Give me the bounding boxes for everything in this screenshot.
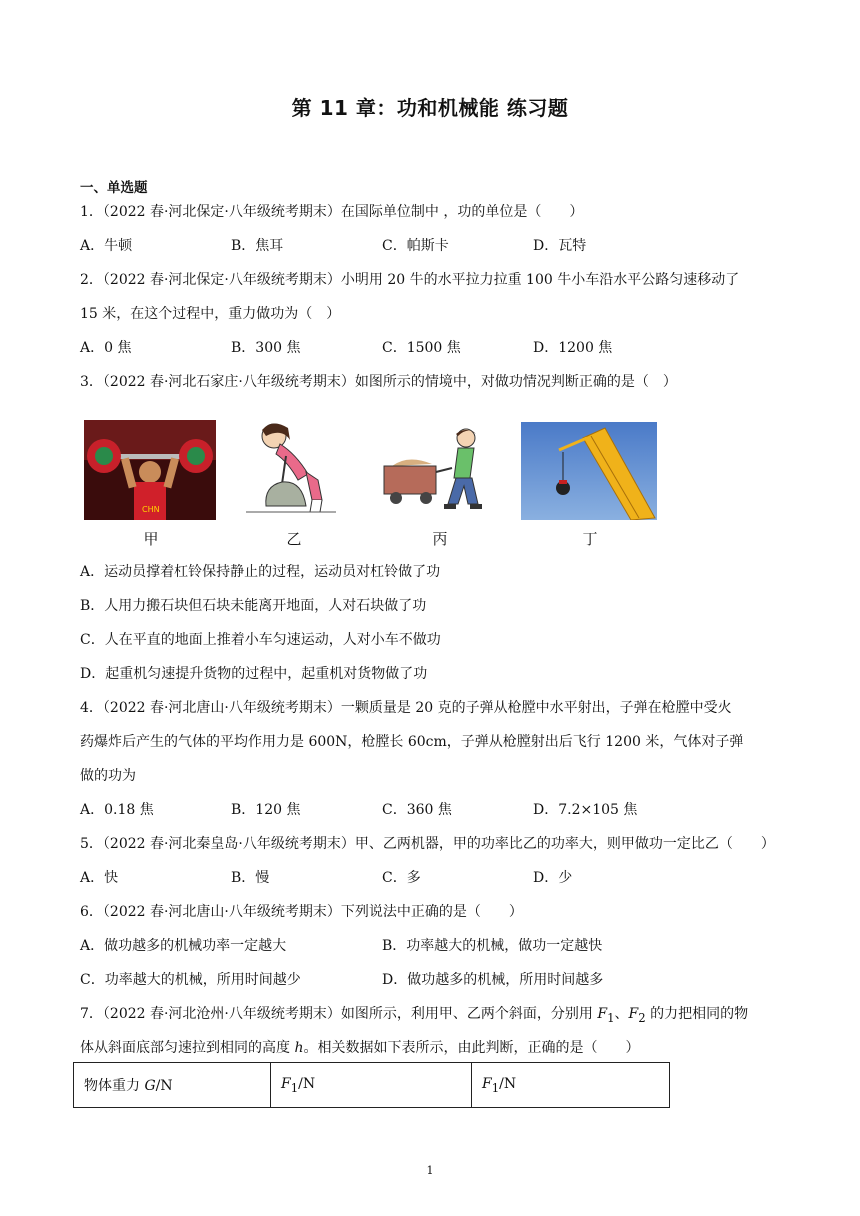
q2-option-c: C．1500 焦: [382, 340, 461, 356]
q3-option-a: A．运动员撑着杠铃保持静止的过程，运动员对杠铃做了功: [80, 564, 441, 580]
q1-option-b: B．焦耳: [231, 238, 284, 254]
q5-option-a: A．快: [80, 870, 119, 886]
q6-option-c: C．功率越大的机械，所用时间越少: [80, 972, 301, 988]
q1-option-d: D．瓦特: [533, 238, 587, 254]
svg-text:CHN: CHN: [142, 505, 160, 514]
page-number: 1: [426, 1164, 434, 1177]
q5-option-d: D．少: [533, 870, 573, 886]
q6-option-b: B．功率越大的机械，做功一定越快: [382, 938, 603, 954]
q6-option-a: A．做功越多的机械功率一定越大: [80, 938, 287, 954]
table-cell-f1: $F_1/N$: [271, 1063, 472, 1108]
question-4-stem-line3: 做的功为: [80, 768, 136, 784]
table-cell-weight: 物体重力 G/N: [74, 1063, 271, 1108]
q1-option-a: A．牛顿: [80, 238, 133, 254]
q7-data-table: [73, 1062, 670, 1108]
question-5-stem: 5．（2022 春·河北秦皇岛·八年级统考期末）甲、乙两机器，甲的功率比乙的功率大，则甲做功一定比乙（ ）: [80, 836, 775, 852]
question-6-stem: 6．（2022 春·河北唐山·八年级统考期末）下列说法中正确的是（ ）: [80, 904, 523, 920]
table-cell-f1-second: $F_1/N$: [472, 1063, 670, 1108]
caption-ding: 丁: [582, 530, 598, 548]
q4-option-a: A．0.18 焦: [80, 802, 154, 818]
q6-option-d: D．做功越多的机械，所用时间越多: [382, 972, 604, 988]
caption-yi: 乙: [286, 530, 302, 548]
weightlifter-image: [84, 420, 216, 520]
q1-option-c: C．帕斯卡: [382, 238, 449, 254]
question-2-stem-line1: 2．（2022 春·河北保定·八年级统考期末）小明用 20 牛的水平拉力拉重 100 牛小车沿水平公路匀速移动了: [80, 272, 740, 288]
person-pushing-cart-image: [378, 424, 502, 518]
question-7-stem-line1: 7．（2022 春·河北沧州·八年级统考期末）如图所示，利用甲、乙两个斜面，分别用 $F_1$、$F_2$ 的力把相同的物: [80, 1006, 749, 1025]
q2-option-d: D．1200 焦: [533, 340, 613, 356]
q4-option-b: B．120 焦: [231, 802, 301, 818]
q2-option-a: A．0 焦: [80, 340, 132, 356]
q2-option-b: B．300 焦: [231, 340, 301, 356]
q3-option-c: C．人在平直的地面上推着小车匀速运动，人对小车不做功: [80, 632, 441, 648]
q5-option-b: B．慢: [231, 870, 270, 886]
q3-option-b: B．人用力搬石块但石块未能离开地面，人对石块做了功: [80, 598, 427, 614]
person-lifting-stone-image: [236, 414, 346, 518]
page-title: 第 11 章：功和机械能 练习题: [291, 96, 569, 120]
crane-image: [521, 422, 657, 520]
question-3-stem: 3．（2022 春·河北石家庄·八年级统考期末）如图所示的情境中，对做功情况判断正确的是（ ）: [80, 374, 677, 390]
caption-bing: 丙: [432, 530, 448, 548]
question-1-stem: 1．（2022 春·河北保定·八年级统考期末）在国际单位制中 ，功的单位是（ ）: [80, 204, 584, 220]
section-heading: 一、单选题: [80, 180, 148, 196]
question-4-stem-line2: 药爆炸后产生的气体的平均作用力是 600N，枪膛长 60cm，子弹从枪膛射出后飞行 1200 米，气体对子弹: [80, 734, 744, 750]
table-row: [74, 1063, 670, 1108]
question-7-stem-line2: 体从斜面底部匀速拉到相同的高度 h。相关数据如下表所示，由此判断，正确的是（ ）: [80, 1040, 640, 1056]
caption-jia: 甲: [143, 530, 159, 548]
q4-option-c: C．360 焦: [382, 802, 452, 818]
q5-option-c: C．多: [382, 870, 421, 886]
question-4-stem-line1: 4．（2022 春·河北唐山·八年级统考期末）一颗质量是 20 克的子弹从枪膛中水平射出，子弹在枪膛中受火: [80, 700, 732, 716]
q3-option-d: D．起重机匀速提升货物的过程中，起重机对货物做了功: [80, 666, 428, 682]
q4-option-d: D．7.2×105 焦: [533, 802, 638, 818]
question-2-stem-line2: 15 米，在这个过程中，重力做功为（ ）: [80, 306, 341, 322]
